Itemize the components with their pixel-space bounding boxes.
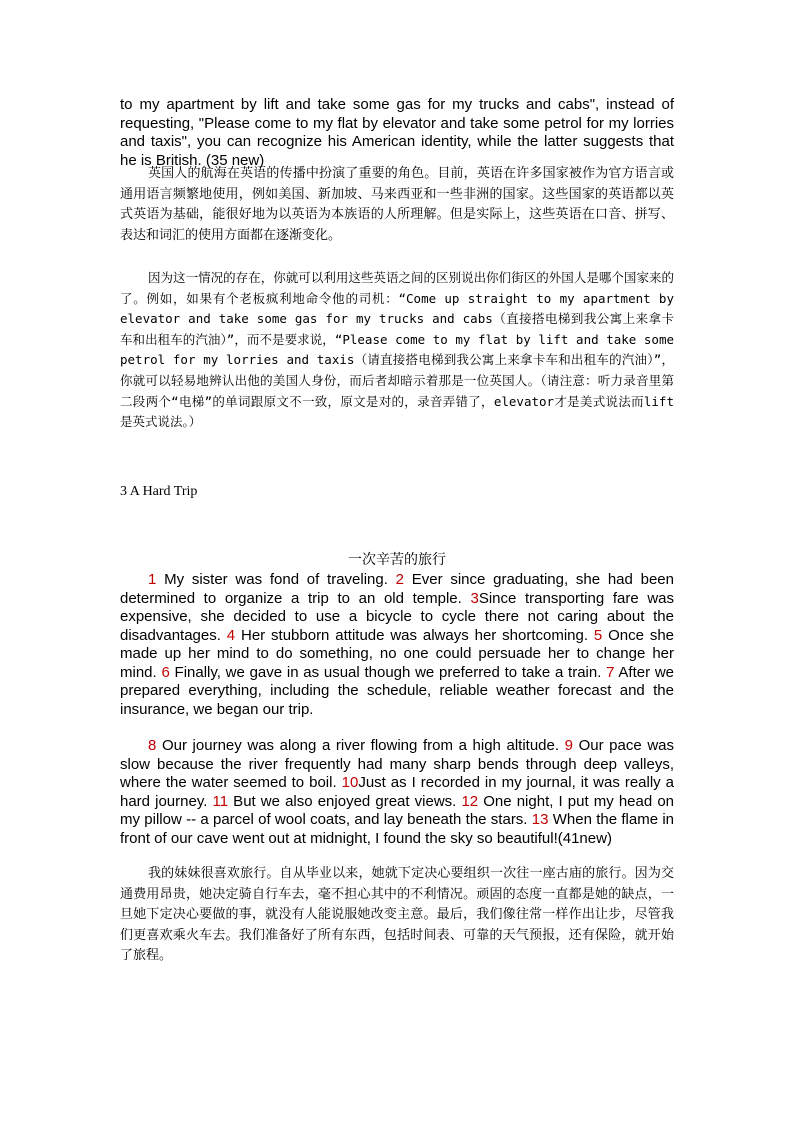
sentence-number: 7 <box>606 663 615 681</box>
sentence-number: 11 <box>212 792 229 810</box>
story-paragraph-1 <box>120 571 674 719</box>
sentence-number: 3 <box>470 589 479 607</box>
sentence-number: 6 <box>161 663 170 681</box>
section-title: 一次辛苦的旅行 <box>348 552 446 568</box>
sentence-number: 13 <box>531 811 549 828</box>
sentence-number: 9 <box>564 737 573 754</box>
sentence-number: 12 <box>461 792 479 810</box>
sentence-text: Our pace was slow because the river frequently had many sharp bends through deep valleys, where the water seemed to boil. <box>120 737 674 791</box>
sentence-text: Our journey was along a river flowing from a high altitude. <box>156 737 565 754</box>
sentence-text: My sister was fond of traveling. <box>156 571 396 588</box>
sentence-text: Once she made up her mind to do something, no one could persuade her to change her mind. <box>120 626 675 681</box>
sentence-number: 1 <box>148 571 157 588</box>
sentence-number: 5 <box>593 626 603 644</box>
sentence-number: 8 <box>148 737 157 754</box>
intro-chinese-paragraph-2: 因为这一情况的存在，你就可以利用这些英语之间的区别说出你们街区的外国人是哪个国家来的了。例如，如果有个老板疯利地命令他的司机：“Come up straight to my apartment by elevator and take some gas for my trucks and cabs（直接搭电梯到我公寓上来拿卡车和出租车的汽油）”，而不是要求说，“Please come to my flat by lift and take some petrol for my lorries and taxis（请直接搭电梯到我公寓上来拿卡车和出租车的汽油）”，你就可以轻易地辨认出他的美国人身份，而后者却暗示着那是一位英国人。（请注意：听力录音里第二段两个“电梯”的单词跟原文不一致，原文是对的，录音弄错了，elevator才是美式说法而lift是英式说法。） <box>120 270 674 430</box>
story-paragraph-2 <box>120 737 674 848</box>
sentence-text: After we prepared everything, including the schedule, reliable weather forecast and the insurance, we began our trip. <box>120 663 674 718</box>
intro-chinese-paragraph-1: 英国人的航海在英语的传播中扮演了重要的角色。目前，英语在许多国家被作为官方语言或通用语言频繁地使用，例如美国、新加坡、马来西亚和一些非洲的国家。这些国家的英语都以英式英语为基础，能很好地为以英语为本族语的人所理解。但是实际上，这些英语在口音、拼写、表达和词汇的使用方面都在逐渐变化。 <box>120 166 674 243</box>
sentence-text: Finally, we gave in as usual though we preferred to take a train. <box>169 663 607 681</box>
sentence-text: Her stubborn attitude was always her shortcoming. <box>235 626 594 644</box>
sentence-text: But we also enjoyed great views. <box>228 792 462 810</box>
intro-english-paragraph: to my apartment by lift and take some gas for my trucks and cabs", instead of requesting, "Please come to my flat by elevator and take some petrol for my lorries and taxis", you can recognize his American identity, while the latter suggests that he is British. (35 new) <box>120 96 674 169</box>
story-chinese-paragraph: 我的妹妹很喜欢旅行。自从毕业以来，她就下定决心要组织一次往一座古庙的旅行。因为交通费用昂贵，她决定骑自行车去，毫不担心其中的不利情况。顽固的态度一直都是她的缺点，一旦她下定决心要做的事，就没有人能说服她改变主意。最后，我们像往常一样作出让步，尽管我们更喜欢乘火车去。我们准备好了所有东西，包括时间表、可靠的天气预报，还有保险，就开始了旅程。 <box>120 866 674 964</box>
sentence-number: 10 <box>341 774 359 791</box>
sentence-number: 4 <box>226 626 236 644</box>
sentence-text: Ever since graduating, she had been determined to organize a trip to an old temple. <box>120 571 674 607</box>
sentence-number: 2 <box>395 571 404 588</box>
sentence-text: When the flame in front of our cave went out at midnight, I found the sky so beautiful!(41new) <box>120 811 674 847</box>
sentence-text: One night, I put my head on my pillow -- a parcel of wool coats, and lay beneath the stars. <box>120 792 675 828</box>
sentence-text: Just as I recorded in my journal, it was really a hard journey. <box>120 774 674 810</box>
section-heading: 3 A Hard Trip <box>120 484 198 499</box>
sentence-text: Since transporting fare was expensive, she decided to use a bicycle to cycle there not caring about the disadvantages. <box>120 589 674 644</box>
